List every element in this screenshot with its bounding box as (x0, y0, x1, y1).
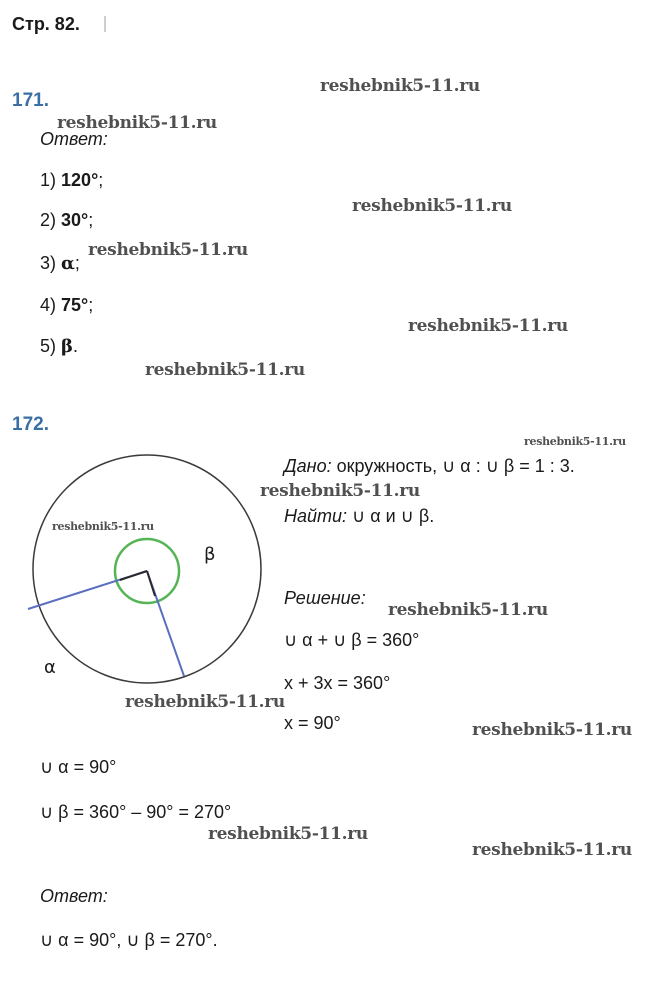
watermark: reshebnik5-11.ru (125, 692, 285, 712)
solution-step-3: x = 90° (284, 713, 341, 733)
result-beta: ∪ β = 360° – 90° = 270° (40, 802, 232, 822)
item-index: 3) (40, 253, 57, 273)
item-value: 75° (61, 295, 89, 315)
watermark: reshebnik5-11.ru (260, 481, 420, 501)
item-index: 2) (40, 210, 57, 230)
given-line (284, 456, 575, 477)
problem-172-number: 172. (12, 414, 49, 435)
item-index: 4) (40, 295, 57, 315)
watermark: reshebnik5-11.ru (524, 435, 626, 448)
item-suffix: ; (88, 210, 94, 230)
header-marker (104, 16, 106, 32)
watermark: reshebnik5-11.ru (388, 600, 548, 620)
problem-172-answer-label: Ответ: (40, 886, 108, 906)
item-suffix: ; (88, 295, 94, 315)
problem-172-answer-text: ∪ α = 90°, ∪ β = 270°. (40, 930, 218, 950)
answer-item-1 (40, 170, 103, 191)
item-suffix: . (72, 336, 78, 356)
find-line (284, 506, 434, 527)
answer-item-5 (40, 336, 78, 357)
problem-171-answer-label: Ответ: (40, 129, 108, 149)
find-text: ∪ α и ∪ β. (347, 506, 435, 526)
given-label: Дано: (284, 456, 332, 476)
find-label: Найти: (284, 506, 348, 526)
tick-left (120, 571, 147, 580)
item-value: 30° (61, 210, 89, 230)
solution-step-1: ∪ α + ∪ β = 360° (284, 630, 420, 650)
tick-bottom (147, 571, 155, 596)
watermark: reshebnik5-11.ru (208, 824, 368, 844)
watermark: reshebnik5-11.ru (145, 360, 305, 380)
answer-item-4 (40, 295, 93, 316)
result-alpha: ∪ α = 90° (40, 757, 117, 777)
solution-step-2: x + 3x = 360° (284, 673, 391, 693)
watermark: reshebnik5-11.ru (320, 76, 480, 96)
watermark: reshebnik5-11.ru (408, 316, 568, 336)
answer-item-3 (40, 253, 80, 274)
watermark: reshebnik5-11.ru (57, 113, 217, 133)
item-index: 1) (40, 170, 57, 190)
outer-circle (33, 455, 261, 683)
watermark: reshebnik5-11.ru (88, 240, 248, 260)
watermark: reshebnik5-11.ru (52, 520, 154, 533)
page-label: Стр. 82. (12, 14, 80, 34)
item-suffix: ; (98, 170, 104, 190)
label-beta: β (204, 544, 216, 565)
label-alpha: α (44, 657, 56, 678)
item-index: 5) (40, 336, 57, 356)
item-value: α (61, 253, 75, 274)
item-value: 120° (61, 170, 99, 190)
watermark: reshebnik5-11.ru (352, 196, 512, 216)
given-text: окружность, ∪ α : ∪ β = 1 : 3. (331, 456, 575, 476)
watermark: reshebnik5-11.ru (472, 720, 632, 740)
answer-item-2 (40, 210, 93, 231)
watermark: reshebnik5-11.ru (472, 840, 632, 860)
item-value: β (61, 336, 73, 357)
problem-171-number: 171. (12, 90, 49, 111)
solution-label: Решение: (284, 588, 366, 608)
item-suffix: ; (74, 253, 80, 273)
circle-figure (0, 440, 280, 710)
